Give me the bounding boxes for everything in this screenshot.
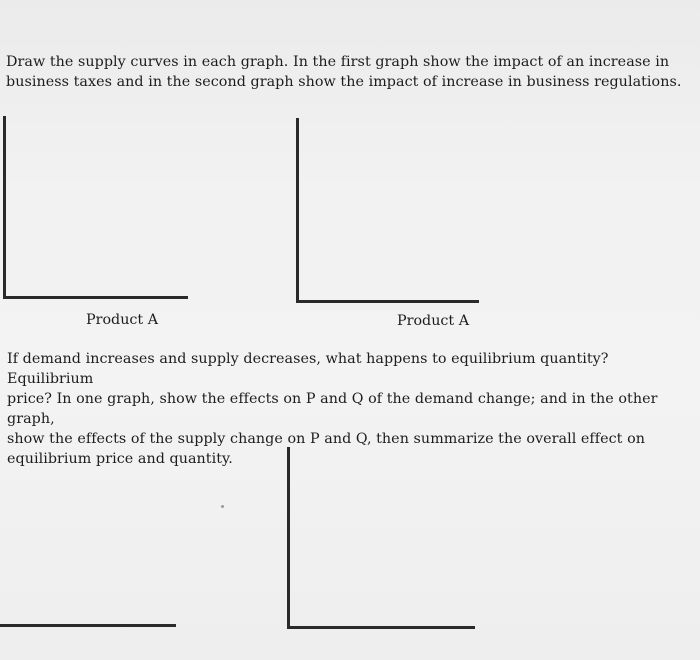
graph-label-product-a-second: Product A (397, 313, 470, 329)
question-supply-curves: Draw the supply curves in each graph. In the first graph show the impact of an increase in business taxes and in the second graph show the impact of increase in business regulations. (6, 54, 682, 90)
graph-axes-supply-change (287, 447, 475, 629)
question-equilibrium-change: If demand increases and supply decreases, what happens to equilibrium quantity? Equilibrium price? In one graph, show the effects on P and Q of the demand change; and in the other graph, show the effects of the supply change on P and Q, then summarize the overall effect on equilibrium price and quantity. (7, 351, 658, 467)
paper-speck (221, 505, 224, 508)
graph-axes-business-taxes (3, 116, 188, 299)
graph-axes-business-regulations (296, 118, 479, 303)
graph-label-product-a-first: Product A (86, 312, 159, 328)
graph-axis-baseline-demand (0, 624, 176, 627)
